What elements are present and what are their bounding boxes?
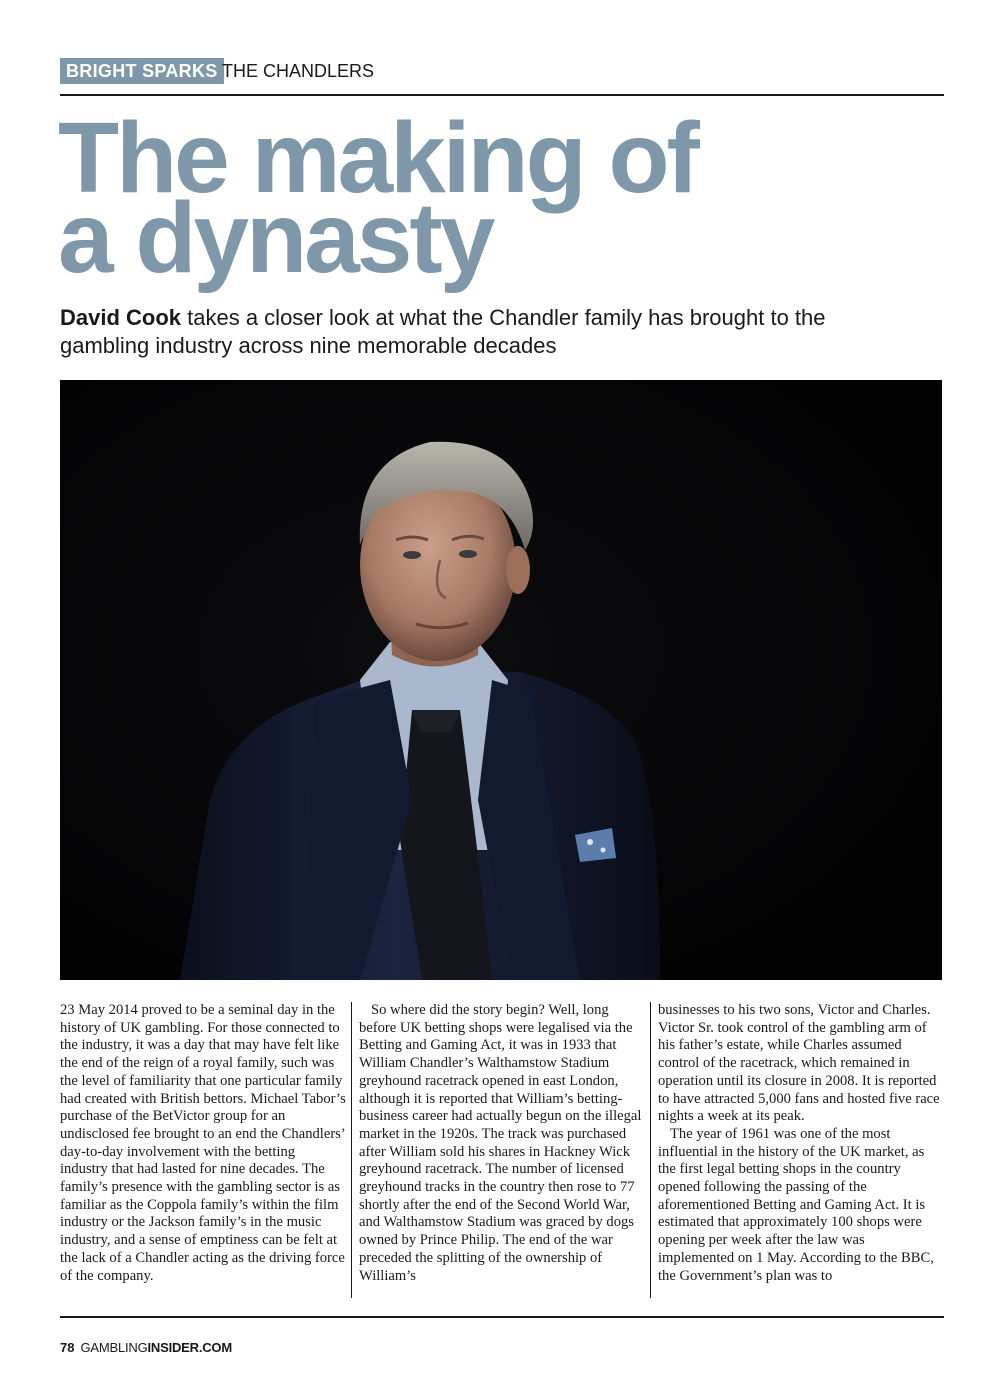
- page-footer: [60, 1340, 232, 1355]
- section-subject: THE CHANDLERS: [222, 61, 375, 81]
- body-paragraph: businesses to his two sons, Victor and Charles. Victor Sr. took control of the gambling arm of his father’s estate, while Charles assumed control of the racetrack, which remained in operation until its closure in 2008. It is reported to have attracted 5,000 fans and hosted five race nights a week at its peak.: [658, 1002, 940, 1125]
- portrait-photo: [60, 380, 942, 980]
- article-headline: [58, 102, 938, 294]
- section-tag: BRIGHT SPARKS: [60, 58, 224, 84]
- body-paragraph: The year of 1961 was one of the most influential in the history of the UK market, as the first legal betting shops in the country opened following the passing of the aforementioned Betting and Gaming Act. It is estimated that approximately 100 shops were opening per week after the law was implemented on 1 May. According to the BBC, the Government’s plan was to: [658, 1125, 934, 1284]
- standfirst-text: takes a closer look at what the Chandler family has brought to the gambling industry across nine memorable decades: [60, 305, 826, 358]
- headline-line-2: a dynasty: [58, 182, 493, 294]
- column-divider: [351, 1002, 352, 1298]
- body-paragraph: So where did the story begin? Well, long before UK betting shops were legalised via the Betting and Gaming Act, it was in 1933 that William Chandler’s Walthamstow Stadium greyhound racetrack opened in east London, although it is reported that William’s betting-business career had actually begun on the illegal market in the 1920s. The track was purchased after William sold his shares in Hackney Wick greyhound racetrack. The number of licensed greyhound tracks in the country then rose to 77 shortly after the end of the Second World War, and Walthamstow Stadium was graced by dogs owned by Prince Philip. The end of the war preceded the splitting of the ownership of William’s: [359, 1002, 642, 1284]
- headline-line-1: The making of: [58, 102, 697, 214]
- body-column-3: [658, 1002, 944, 1285]
- standfirst: [60, 304, 920, 360]
- footer-rule: [60, 1316, 944, 1318]
- body-column-1: [60, 1002, 346, 1285]
- site-name-part-1: GAMBLING: [80, 1340, 148, 1355]
- portrait-illustration: [60, 380, 942, 980]
- body-column-2: [359, 1002, 645, 1285]
- page-number: 78: [60, 1340, 75, 1355]
- column-divider: [650, 1002, 651, 1298]
- body-paragraph: 23 May 2014 proved to be a seminal day in the history of UK gambling. For those connected to the industry, it was a day that may have felt like the end of the reign of a royal family, such was the level of familiarity that one particular family had created with British bettors. Michael Tabor’s purchase of the BetVictor group for an undisclosed fee brought to an end the Chandlers’ day-to-day involvement with the betting industry that had lasted for nine decades. The family’s presence with the gambling sector is as familiar as the Coppola family’s within the film industry or the Jackson family’s in the music industry, and a sense of emptiness can be felt at the lack of a Chandler acting as the driving force of the company.: [60, 1002, 346, 1284]
- author-name: David Cook: [60, 305, 182, 330]
- site-name-part-2: INSIDER.COM: [147, 1340, 232, 1355]
- section-header: [60, 58, 944, 96]
